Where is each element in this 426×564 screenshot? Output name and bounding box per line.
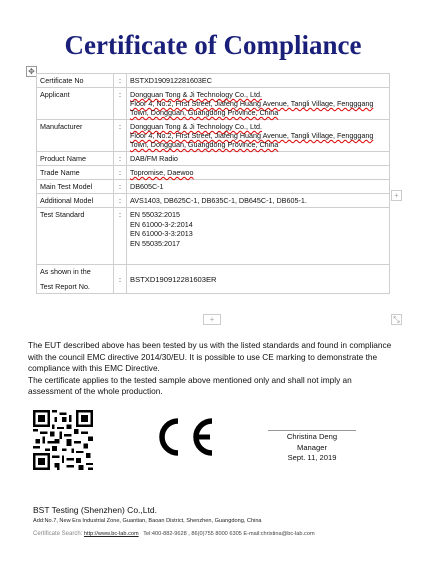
footer-company: BST Testing (Shenzhen) Co.,Ltd. [33,505,157,515]
test-standard: EN 55032:2015 [130,210,180,219]
statement-paragraph: The certificate applies to the tested sample above mentioned only and shall not imply an assessment of the whole production. [28,374,352,396]
manufacturer-label: Manufacturer [37,120,114,152]
manufacturer-address: Floor 4, No.2, First Street, Jiafeng Huang Avenue, Tangli Village, Fengggang Town, Dongguan, Guangdong Province, China [130,131,374,149]
statement-paragraph: The EUT described above has been tested by us with the listed standards and found in compliance with the council EMC directive 2014/30/EU. It is possible to use CE marking to demonstrate the compliance with this EMC Directive. [28,340,392,373]
report-no-value: BSTXD190912281603ER [127,265,390,294]
additional-model-value: AVS1403, DB625C-1, DB635C-1, DB645C-1, DB605-1. [127,194,390,208]
applicant-label: Applicant [37,88,114,120]
test-standard: EN 55035:2017 [130,238,180,248]
test-standard-values [127,208,390,265]
signature-block [268,430,356,464]
manufacturer-value [127,120,390,152]
telephone: Tel:400-882-9628 , 86(0)755 8000 6305 [143,531,242,537]
signatory-role: Manager [297,442,327,452]
compliance-statement [28,340,398,398]
product-name-label: Product Name [37,152,114,166]
certificate-search-label: Certificate Search: [33,531,83,537]
report-label-line1: As shown in the [40,267,91,276]
applicant-name: Dongguan Tong & Ji Technology Co., Ltd. [130,90,262,99]
colon: : [114,208,127,265]
colon: : [114,180,127,194]
table-row [37,194,390,208]
document-title: Certificate of Compliance [64,30,362,60]
add-row-icon[interactable]: + [391,190,402,201]
table-row [37,208,390,265]
applicant-value [127,88,390,120]
colon: : [114,152,127,166]
main-model-value: DB605C-1 [127,180,390,194]
colon: : [114,166,127,180]
colon: : [114,120,127,152]
certificate-no-value: BSTXD190912281603EC [127,74,390,88]
email: E-mail:christina@bc-lab.com [243,531,315,537]
table-row [37,88,390,120]
table-row [37,152,390,166]
colon: : [114,265,127,294]
table-row [37,166,390,180]
test-standard-label: Test Standard [37,208,114,265]
table-row [37,120,390,152]
report-no-label [37,265,114,294]
test-standard: EN 61000-3-2:2014 [130,219,193,229]
table-row [37,265,390,294]
footer-address: Add:No.7, New Era Industrial Zone, Guantian, Baoan District, Shenzhen, Guangdong, China [33,518,262,524]
trade-name-value: Topromise, Daewoo [127,166,390,180]
product-name-value: DAB/FM Radio [127,152,390,166]
main-model-label: Main Test Model [37,180,114,194]
colon: : [114,74,127,88]
table-row [37,74,390,88]
additional-model-label: Additional Model [37,194,114,208]
applicant-address: Floor 4, No.2, First Street, Jiafeng Huang Avenue, Tangli Village, Fengggang Town, Dongguan, Guangdong Province, China [130,99,374,117]
add-row-icon[interactable]: + [203,314,221,325]
colon: : [114,88,127,120]
colon: : [114,194,127,208]
resize-handle-icon[interactable]: ⤡ [391,314,402,325]
table-row [37,180,390,194]
test-standard: EN 61000-3-3:2013 [130,229,193,238]
trade-name-label: Trade Name [37,166,114,180]
manufacturer-name: Dongguan Tong & Ji Technology Co., Ltd. [130,122,262,131]
signature-date: Sept. 11, 2019 [287,453,337,462]
certificate-no-label: Certificate No [37,74,114,88]
website-link[interactable]: http://www.bc-lab.com [83,531,139,537]
signatory-name: Christina Deng [286,432,338,441]
report-label-line2: Test Report No. [40,282,90,291]
certificate-table [36,73,390,294]
move-handle-icon[interactable]: ✥ [26,66,37,77]
footer-contact [33,531,315,537]
ce-mark-icon [150,415,218,459]
qr-code-icon [33,410,93,470]
